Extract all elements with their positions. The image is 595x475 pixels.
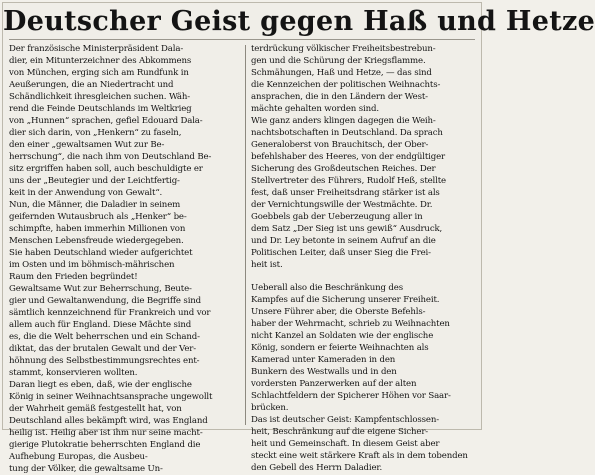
text-line: heit, Beschränkung auf die eigene Sicher- <box>251 427 429 437</box>
text-line: steckt eine weit stärkere Kraft als in dem tobenden <box>251 451 468 461</box>
text-line: befehlshaber des Heeres, von der endgültiger <box>251 152 446 162</box>
text-line: heit ist. <box>251 260 283 270</box>
headline: Deutscher Geist gegen Haß und Hetze <box>3 6 595 37</box>
text-line: keit in der Anwendung von Gewalt“. <box>9 188 163 198</box>
text-line: dier sich darin, von „Henkern“ zu faseln, <box>9 128 182 138</box>
text-line: geifernden Wutausbruch als „Henker“ be- <box>9 212 187 222</box>
text-line: heit und Gemeinschaft. In diesem Geist aber <box>251 439 440 449</box>
text-line: sitz ergriffen haben soll, auch beschuldigte er <box>9 164 203 174</box>
text-line: uns der „Beutegier und der Leichtfertig- <box>9 176 180 186</box>
text-line: Schlachtfeldern der Spicherer Höhen vor Saar- <box>251 391 451 401</box>
text-line: von München, erging sich am Rundfunk in <box>9 68 189 78</box>
text-line: Bunkern des Westwalls und in den <box>251 367 397 377</box>
text-line: und Dr. Ley betonte in seinem Aufruf an die <box>251 236 436 246</box>
text-line: allem auch für England. Diese Mächte sind <box>9 320 192 330</box>
text-line: gen und die Schürung der Kriegsflamme. <box>251 56 426 66</box>
text-line: der Vernichtungswille der Westmächte. Dr. <box>251 200 433 210</box>
text-line: nachtsbotschaften in Deutschland. Da sprach <box>251 128 443 138</box>
text-line: dem Satz „Der Sieg ist uns gewiß“ Ausdruck, <box>251 224 443 234</box>
text-line: Politischen Leiter, daß unser Sieg die Frei- <box>251 248 431 258</box>
text-line: ansprachen, die in den Ländern der West- <box>251 92 428 102</box>
text-line: Kampfes auf die Sicherung unserer Freiheit. <box>251 295 440 305</box>
text-line: Menschen Lebensfreude wiedergegeben. <box>9 236 184 246</box>
text-line: mächte gehalten worden sind. <box>251 104 379 114</box>
text-line: rend die Feinde Deutschlands im Weltkrieg <box>9 104 192 114</box>
text-line: Sicherung des Großdeutschen Reiches. Der <box>251 164 436 174</box>
text-line: König, sondern er feierte Weihnachten als <box>251 343 429 353</box>
text-line: König in seiner Weihnachtsansprache ungewollt <box>9 392 213 402</box>
text-line: Goebbels gab der Ueberzeugung aller in <box>251 212 423 222</box>
text-line: terdrückung völkischer Freiheitsbestrebun- <box>251 44 436 54</box>
text-line: Wie ganz anders klingen dagegen die Weih- <box>251 116 436 126</box>
text-line: den einer „gewaltsamen Wut zur Be- <box>9 140 165 150</box>
text-line: herrschung“, die nach ihm von Deutschland Be- <box>9 152 212 162</box>
column-divider <box>245 45 246 425</box>
text-line: die Kennzeichen der politischen Weihnachts- <box>251 80 441 90</box>
text-line: heilig ist. Heilig aber ist ihm nur seine macht- <box>9 428 203 438</box>
text-line: Aeußerungen, die an Niedertracht und <box>9 80 174 90</box>
text-line: den Gebell des Herrn Daladier. <box>251 463 383 473</box>
text-line: höhnung des Selbstbestimmungsrechtes ent- <box>9 356 200 366</box>
text-line: Daran liegt es eben, daß, wie der englische <box>9 380 192 390</box>
text-line: Ueberall also die Beschränkung des <box>251 283 403 293</box>
text-line: gier und Gewaltanwendung, die Begriffe sind <box>9 296 202 306</box>
text-line: Schändlichkeit ihresgleichen suchen. Wäh- <box>9 92 191 102</box>
text-line: haber der Wehrmacht, schrieb zu Weihnachten <box>251 319 450 329</box>
text-line: im Osten und im böhmisch-mährischen <box>9 260 175 270</box>
article-column-left <box>9 43 241 475</box>
text-line: Kamerad unter Kameraden in den <box>251 355 396 365</box>
text-line: Stellvertreter des Führers, Rudolf Heß, stellte <box>251 176 446 186</box>
text-line: es, die die Welt beherrschen und ein Schand- <box>9 332 200 342</box>
paragraph-gap <box>251 271 479 282</box>
text-line: stammt, konservieren wollten. <box>9 368 138 378</box>
text-line: Sie haben Deutschland wieder aufgerichtet <box>9 248 193 258</box>
text-line: Schmähungen, Haß und Hetze, — das sind <box>251 68 432 78</box>
headline-rule <box>9 39 475 40</box>
text-line: sämtlich kennzeichnend für Frankreich und vor <box>9 308 211 318</box>
text-line: Generaloberst von Brauchitsch, der Ober- <box>251 140 429 150</box>
text-line: gierige Plutokratie beherrschten England die <box>9 440 201 450</box>
text-line: Raum den Frieden begründet! <box>9 272 138 282</box>
text-line: brücken. <box>251 403 289 413</box>
newspaper-clipping <box>2 2 595 474</box>
article-column-right <box>251 43 479 474</box>
text-line: tung der Völker, die gewaltsame Un- <box>9 464 163 474</box>
text-line: dier, ein Mitunterzeichner des Abkommens <box>9 56 192 66</box>
text-line: diktat, das der brutalen Gewalt und der Ver- <box>9 344 196 354</box>
text-line: schimpfte, haben immerhin Millionen von <box>9 224 186 234</box>
text-line: Nun, die Männer, die Daladier in seinem <box>9 200 181 210</box>
text-line: Das ist deutscher Geist: Kampfentschlossen- <box>251 415 439 425</box>
text-line: Der französische Ministerpräsident Dala- <box>9 44 184 54</box>
text-line: Unsere Führer aber, die Oberste Befehls- <box>251 307 426 317</box>
text-line: fest, daß unser Freiheitsdrang stärker ist als <box>251 188 440 198</box>
text-line: der Wahrheit gemäß festgestellt hat, von <box>9 404 182 414</box>
text-line: Deutschland alles bekämpft wird, was England <box>9 416 208 426</box>
text-line: Gewaltsame Wut zur Beherrschung, Beute- <box>9 284 192 294</box>
text-line: vordersten Panzerwerken auf der alten <box>251 379 417 389</box>
text-line: Aufhebung Europas, die Ausbeu- <box>9 452 148 462</box>
text-line: von „Hunnen“ sprachen, gefiel Edouard Dala- <box>9 116 203 126</box>
text-line: nicht Kanzel an Soldaten wie der englische <box>251 331 434 341</box>
